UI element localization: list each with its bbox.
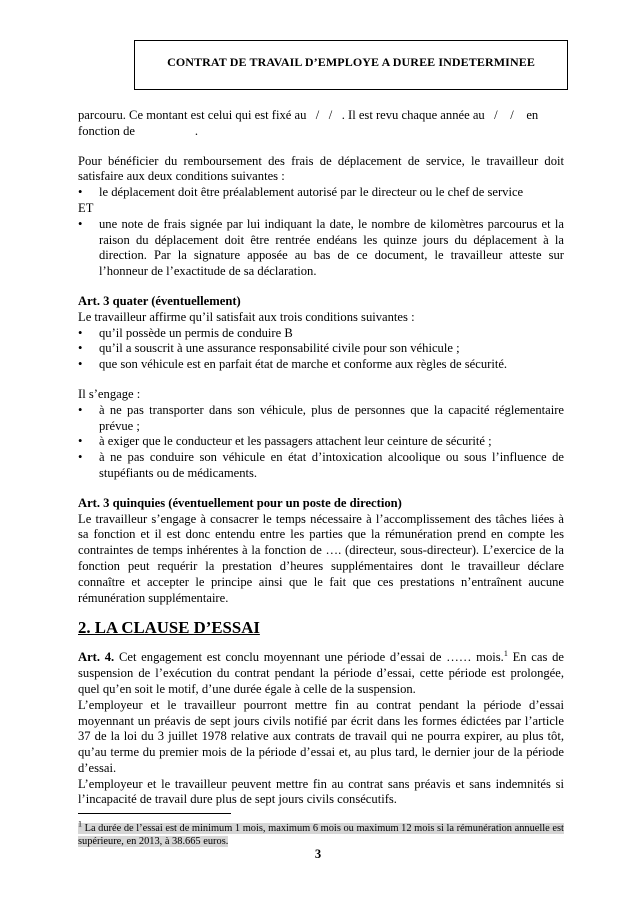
art4-paragraph-3: L’employeur et le travailleur peuvent mettre fin au contrat sans préavis et sans indemnités si l’incapacité de travail dure plus de sept jours civils consécutifs. <box>78 776 564 807</box>
bullet-icon: • <box>78 185 83 200</box>
list-item: • qu’il a souscrit à une assurance responsabilité civile pour son véhicule ; <box>78 341 460 356</box>
list-item: • que son véhicule est en parfait état de marche et conforme aux règles de sécurité. <box>78 357 508 372</box>
footnote-mark: 1 <box>78 819 82 829</box>
list-item: • une note de frais signée par lui indiquant la date, le nombre de kilomètres parcourus et la raison du déplacement doit être rentrée endéans les quinze jours du déplacement à la direction. Par la signature apposée au bas de ce document, le travailleur atteste sur l’honneur de l’exactitude de sa déclaration. <box>78 216 564 279</box>
list-item: • à ne pas transporter dans son véhicule, plus de personnes que la capacité réglementaire prévue ; <box>78 402 564 433</box>
list-item: • le déplacement doit être préalablement autorisé par le directeur ou le chef de service <box>78 185 524 200</box>
header-box <box>134 40 568 90</box>
art3quater-heading: Art. 3 quater (éventuellement) <box>78 293 241 308</box>
bullet-icon: • <box>78 450 83 465</box>
page-body <box>78 108 564 808</box>
list-item: • qu’il possède un permis de conduire B <box>78 325 293 340</box>
footnote-text: La durée de l’essai est de minimum 1 mois, maximum 6 mois ou maximum 12 mois si la rémunération annuelle est supérieure, en 2013, à 38.665 euros. <box>78 823 564 847</box>
remboursement-paragraph: Pour bénéficier du remboursement des frais de déplacement de service, le travailleur doit satisfaire aux deux conditions suivantes : <box>78 153 564 184</box>
bullet-icon: • <box>78 402 83 417</box>
engagement-intro: Il s’engage : <box>78 386 141 401</box>
page-number: 3 <box>314 847 322 861</box>
bullet-icon: • <box>78 434 83 449</box>
remboursement-list <box>78 185 564 201</box>
art3quinquies-paragraph: Le travailleur s’engage à consacrer le temps nécessaire à l’accomplissement des tâches liées à sa fonction et il est donc entendu entre les parties que la rémunération prend en compte les contraintes de temps inhérentes à la fonction de …. (directeur, sous-directeur). L’exercice de la fonction peut requérir la prestation d’heures supplémentaires dont le travailleur déclare connaître et accepter le principe ainsi que le fait que ces prestations n’entraînent aucune rémunération supplémentaire. <box>78 511 564 605</box>
document-title: CONTRAT DE TRAVAIL D’EMPLOYE A DUREE INDETERMINEE <box>167 55 535 69</box>
intro-line-1: parcouru. Ce montant est celui qui est fixé au / / . Il est revu chaque année au / / en <box>78 108 539 122</box>
et-label: ET <box>78 200 94 215</box>
footnote <box>78 819 564 848</box>
art3quinquies-heading: Art. 3 quinquies (éventuellement pour un poste de direction) <box>78 495 402 510</box>
art3quater-intro: Le travailleur affirme qu’il satisfait aux trois conditions suivantes : <box>78 309 415 324</box>
footnote-ref[interactable]: 1 <box>503 649 508 659</box>
art4-label: Art. 4. <box>78 650 115 665</box>
engagement-list <box>78 403 564 482</box>
art4-paragraph-2: L’employeur et le travailleur pourront mettre fin au contrat pendant la période d’essai moyennant un préavis de sept jours civils notifié par écrit dans les formes édictées par l’article 37 de la loi du 3 juillet 1978 relative aux contrats de travail qui ne pourra expirer, au plus tôt, qu’au terme du premier mois de la période d’essai et, au plus tard, le dernier jour de la période d’essai. <box>78 697 564 775</box>
bullet-icon: • <box>78 341 83 356</box>
intro-line-2: fonction de . <box>78 123 198 138</box>
list-item: • à ne pas conduire son véhicule en état d’intoxication alcoolique ou sous l’influence de stupéfiants ou de médicaments. <box>78 450 564 480</box>
bullet-icon: • <box>78 216 83 231</box>
bullet-icon: • <box>78 325 83 340</box>
art3quater-conditions <box>78 326 564 373</box>
footnote-separator <box>78 813 231 814</box>
section-heading: 2. LA CLAUSE D’ESSAI <box>78 618 260 638</box>
list-item: • à exiger que le conducteur et les passagers attachent leur ceinture de sécurité ; <box>78 434 492 449</box>
bullet-icon: • <box>78 357 83 372</box>
art4-paragraph-1: Art. 4. Cet engagement est conclu moyennant une période d’essai de …… mois.$^1$ En cas de suspension de l’exécution du contrat pendant la période d’essai, cette période est prolongée, quel qu’en soit le motif, d’une durée égale à celle de la suspension. <box>78 649 564 696</box>
remboursement-list-2 <box>78 217 564 280</box>
